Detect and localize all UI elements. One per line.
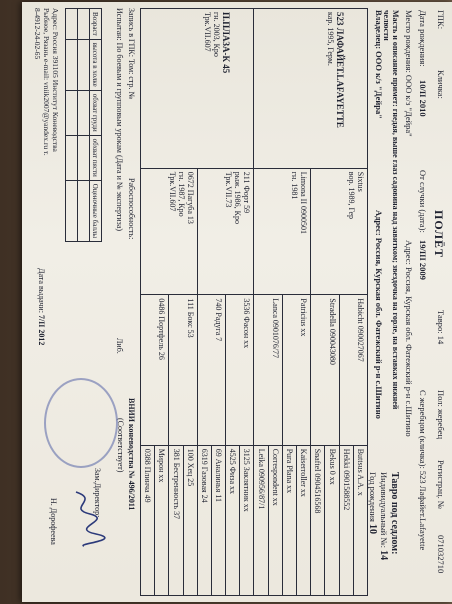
reg-label: Регистрац. № [436,460,446,509]
reg-number: 071032710 [436,535,446,574]
dam-sire-info: рыж. 1986, Кро [233,171,243,225]
sire-dam: Limona II 0900501 [299,171,309,234]
g4-cell: 0388 Плинча 49 [141,445,155,595]
birth-address: Адрес: Россия, Курская обл. Фатежский р-н с.Шитино [404,240,414,437]
dam-dam-trk: Трк.VII.607 [167,171,177,212]
issue-row [37,268,46,345]
age-header: Возраст [90,9,102,40]
tests-line: Испытан: По боевым и групповым урокам (Дата и № экспертиза) [115,8,124,232]
dam-cell [141,9,255,169]
g4-cell: Correspondent xx [268,445,282,595]
cert-number: ВНИИ коневодства № 496/2011 [127,398,136,511]
breeder-address: Адрес: Россия, Курская обл. Фатежский р-н с.Шитино [374,210,384,419]
records-line: Запись в ГПК: Том: стр. № [127,8,136,100]
sire-sire-cell [311,168,368,295]
measurements-table [65,8,102,242]
dam-dam-info: гн. 1987, Кро [176,171,186,217]
certificate-sheet [22,2,452,602]
year-value: 10 [367,524,378,535]
g4-cell: Kaiserroller xx [297,445,311,595]
g4-cell: Мирон xx [155,445,169,595]
org-label: ГПК: [436,10,446,30]
certificate-content [22,2,452,602]
director-label: Зам.Директор: [93,468,102,518]
g3-cell: Habicht 090027067 [339,295,367,445]
g4-cell: Pura Plana xx [282,445,296,595]
g4-cell: 100 Хец 25 [183,445,197,595]
g4-cell: Buttsus A.A. x [353,445,367,595]
g3-cell: Lanca 0901076/77 [254,295,282,445]
sire-cell [254,9,368,169]
marks-panel [367,472,400,602]
g3-cell: Stradella 090043080 [311,295,339,445]
g4-cell: 69 Аналинья 11 [211,445,225,595]
birth-date-label: Дата рождения: [418,10,428,67]
birth-date: 10/II 2010 [418,80,428,117]
dam-info: гн. 2003, Кро [212,12,222,57]
signature [62,488,106,548]
mating-date: 19/III 2009 [418,240,428,280]
lib-label: Либ. [115,338,124,354]
mating-label: От случки (дата): [418,170,428,233]
g3-cell: 0486 Портфель 26 [141,295,169,445]
pedigree-table [140,8,368,596]
dam-sire-cell [197,168,254,295]
g4-cell: 6319 Газовая 24 [197,445,211,595]
breed-label: Кличка: [436,70,446,99]
foal-from: С жеребцом (кличка): 523 Лафайет.Lafayette [418,390,428,551]
breeder-label: Владелец: ООО к/з "Дейра" [374,10,384,119]
g4-cell: 4525 Физа xx [226,445,240,595]
g4-cell: Bekus 0 xx [325,445,339,595]
g4-cell: Hekki 0901588552 [339,445,353,595]
individual-label: Индивидуальный №: [379,472,389,548]
sire-dam-info: гн. 1981 [290,171,300,200]
workability-label: Рабоспособность: [127,178,136,240]
g4-cell: 3125 Заклятник xx [240,445,254,595]
cannon-header: обхват пясти [90,135,102,180]
birth-place: Место рождения: ООО к/з "Дейра" [404,10,414,137]
year-label: Год рождения [368,472,378,522]
g3-cell: Patricius xx [282,295,310,445]
chest-header: обхват груди [90,90,102,135]
footer-section [26,8,136,596]
g3-cell: 740 Радуга 7 [197,295,225,445]
place-row [402,10,414,594]
sire-dam-cell [254,168,311,295]
round-stamp [44,378,118,468]
sire-name: 523 ЛАФАЙЕТ.LAFAYETTE [335,12,345,128]
director-name: Н. Дорофеева [49,498,58,545]
dam-sire-trk: Трк.VII.73 [224,171,234,208]
dam-name: П.ПЛАЗА-К 45 [221,12,232,74]
sire-sire-info: вор. 1989, Гер [347,171,356,220]
header-row [432,10,446,594]
scores-header: Оценочные баллы [90,180,102,241]
cert-note: (Соответствует) [116,418,125,473]
horse-name: ПОЛЁТ [432,210,446,259]
g4-cell: Leika 090956/87/1 [254,445,268,595]
individual-number: 14 [378,550,389,561]
issue-label: Дата выдачи: [37,268,46,313]
height-header: высота в холке [90,39,102,90]
dam-sire: 211 Форт 59 [242,171,252,214]
sire-sire: Sixtus [356,171,365,192]
dam-dam-cell [141,168,198,295]
marks-text: Масть и описание примет: гнедая, выше глаз садовина над завитком; звездочка на горле, на вставках нижней челюсти [382,10,400,410]
g3-cell: 3536 Фасон xx [226,295,254,445]
g3-cell: 111 Бокс 53 [169,295,197,445]
institute-address: Адрес: Россия 391105 Институт Коневодства Рыбное, Рязань e-mail: vniik2007@yandex.ru т. 8-4912-24-02-65 [33,8,60,156]
issue-date: 7/II 2012 [37,314,46,346]
g4-cell: Snaftel 0904516568 [311,445,325,595]
sex: Пол: жеребец [436,390,446,440]
dam-dam: 0672 Пагуба 13 [185,171,195,224]
g4-cell: 381 Бестренность 37 [169,445,183,595]
owner-label: Тавро под седлом: [389,472,400,555]
dam-trk: Трк.VII.607 [203,12,213,52]
sire-info: кар. 1995, Герм. [326,12,335,66]
birth-row [416,10,428,594]
tattoo: Тавро: 14 [436,310,446,345]
